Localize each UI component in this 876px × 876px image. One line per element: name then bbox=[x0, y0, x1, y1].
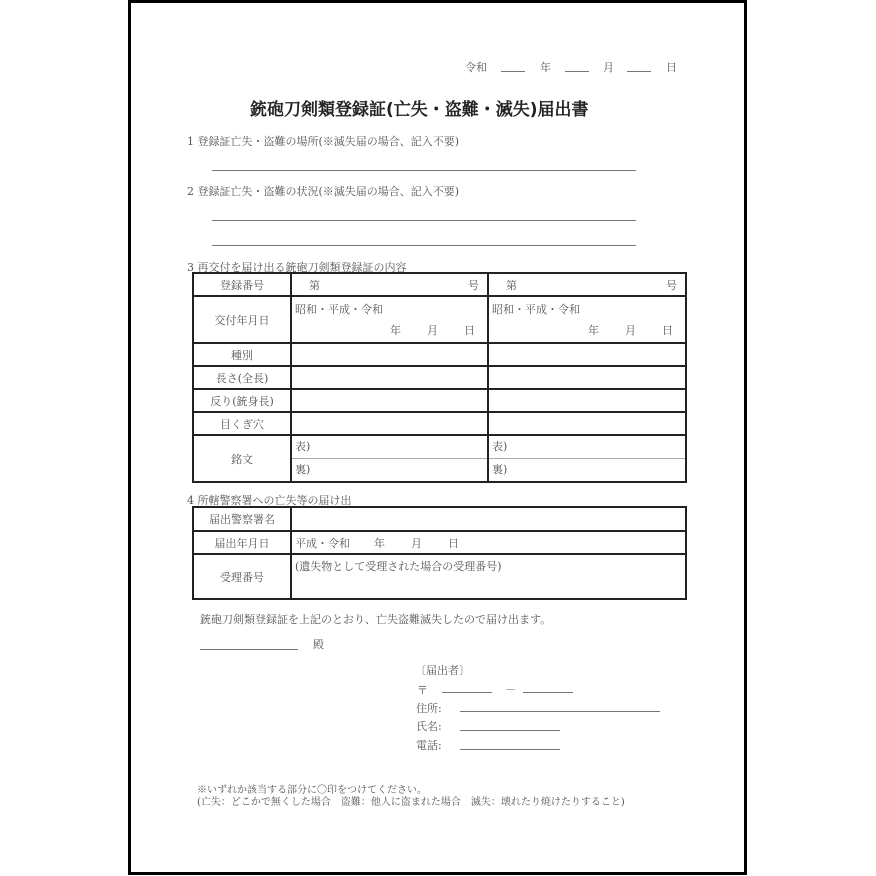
inscription-cell-2[interactable] bbox=[488, 435, 686, 482]
row-mekugi bbox=[193, 412, 686, 435]
reg-suffix: 号 bbox=[666, 278, 677, 292]
phone-label: 電話: bbox=[416, 739, 442, 752]
month-label: 月 bbox=[625, 323, 636, 337]
inscription-back[interactable]: 裏) bbox=[295, 463, 311, 476]
inscription-cell-1[interactable] bbox=[291, 435, 488, 482]
registration-table bbox=[192, 272, 687, 483]
address-field[interactable] bbox=[460, 711, 660, 712]
row-receipt bbox=[193, 554, 686, 599]
reg-prefix: 第 bbox=[506, 278, 517, 292]
month-label: 月 bbox=[411, 536, 422, 550]
inscription-label: 銘文 bbox=[193, 435, 291, 482]
day-label: 日 bbox=[464, 323, 475, 337]
name-label: 氏名: bbox=[416, 720, 442, 733]
station-label: 届出警察署名 bbox=[193, 507, 291, 531]
issue-date-eras: 昭和・平成・令和 bbox=[492, 302, 580, 316]
name-field[interactable] bbox=[460, 730, 560, 731]
postal-code-field-2[interactable] bbox=[523, 692, 573, 693]
day-label: 日 bbox=[662, 323, 673, 337]
addressee-field[interactable] bbox=[200, 649, 298, 650]
curve-cell-1[interactable] bbox=[291, 389, 488, 412]
section1-label: 1 登録証亡失・盗難の場所(※滅失届の場合、記入不要) bbox=[187, 135, 460, 148]
reg-number-label: 登録番号 bbox=[193, 273, 291, 296]
issue-date-label: 交付年月日 bbox=[193, 296, 291, 343]
row-report-date bbox=[193, 531, 686, 554]
note-line-1: ※いずれか該当する部分に〇印をつけてください。 bbox=[197, 785, 427, 796]
length-label: 長さ(全長) bbox=[193, 366, 291, 389]
postal-code-field-1[interactable] bbox=[442, 692, 492, 693]
year-label: 年 bbox=[374, 536, 385, 550]
report-date-label: 届出年月日 bbox=[193, 531, 291, 554]
section4-label: 4 所轄警察署への亡失等の届け出 bbox=[187, 494, 352, 507]
address-label: 住所: bbox=[416, 702, 442, 715]
inscription-back[interactable]: 裏) bbox=[492, 463, 508, 476]
day-label: 日 bbox=[448, 536, 459, 550]
section2-situation-field-2[interactable] bbox=[212, 245, 636, 246]
date-year-field[interactable] bbox=[501, 71, 525, 72]
page-title: 銃砲刀剣類登録証(亡失・盗難・滅失)届出書 bbox=[250, 100, 589, 120]
reg-suffix: 号 bbox=[468, 278, 479, 292]
mekugi-label: 目くぎ穴 bbox=[193, 412, 291, 435]
row-issue-date bbox=[193, 296, 686, 343]
reg-prefix: 第 bbox=[309, 278, 320, 292]
station-cell[interactable] bbox=[291, 507, 686, 531]
inscription-front[interactable]: 表) bbox=[489, 436, 685, 459]
applicant-heading: 〔届出者〕 bbox=[415, 664, 470, 677]
issue-date-cell-2[interactable] bbox=[488, 296, 686, 343]
police-report-table bbox=[192, 506, 687, 600]
row-reg-number bbox=[193, 273, 686, 296]
section2-label: 2 登録証亡失・盗難の状況(※滅失届の場合、記入不要) bbox=[187, 185, 460, 198]
date-month-field[interactable] bbox=[565, 71, 589, 72]
addressee-suffix: 殿 bbox=[313, 638, 324, 651]
section2-situation-field-1[interactable] bbox=[212, 220, 636, 221]
curve-cell-2[interactable] bbox=[488, 389, 686, 412]
phone-field[interactable] bbox=[460, 749, 560, 750]
row-inscription bbox=[193, 435, 686, 482]
row-length bbox=[193, 366, 686, 389]
curve-label: 反り(銃身長) bbox=[193, 389, 291, 412]
declaration-text: 銃砲刀剣類登録証を上記のとおり、亡失盗難滅失したので届け出ます。 bbox=[200, 613, 552, 626]
row-curve bbox=[193, 389, 686, 412]
issue-date-eras: 昭和・平成・令和 bbox=[295, 302, 383, 316]
mekugi-cell-2[interactable] bbox=[488, 412, 686, 435]
mekugi-cell-1[interactable] bbox=[291, 412, 488, 435]
reg-number-cell-1[interactable] bbox=[291, 273, 488, 296]
section1-place-field[interactable] bbox=[212, 170, 636, 171]
receipt-label: 受理番号 bbox=[193, 554, 291, 599]
note-line-2: (亡失：どこかで無くした場合 盗難：他人に盗まれた場合 滅失：壊れたり焼けたりすること) bbox=[197, 797, 625, 808]
row-type bbox=[193, 343, 686, 366]
month-label: 月 bbox=[427, 323, 438, 337]
type-label: 種別 bbox=[193, 343, 291, 366]
issue-date-cell-1[interactable] bbox=[291, 296, 488, 343]
receipt-note: (遺失物として受理された場合の受理番号) bbox=[295, 560, 502, 573]
report-date-eras: 平成・令和 bbox=[295, 536, 350, 550]
report-date-cell[interactable] bbox=[291, 531, 686, 554]
year-label: 年 bbox=[390, 323, 401, 337]
type-cell-2[interactable] bbox=[488, 343, 686, 366]
section3-label: 3 再交付を届け出る銃砲刀剣類登録証の内容 bbox=[187, 261, 407, 274]
row-station bbox=[193, 507, 686, 531]
receipt-cell[interactable] bbox=[291, 554, 686, 599]
length-cell-2[interactable] bbox=[488, 366, 686, 389]
length-cell-1[interactable] bbox=[291, 366, 488, 389]
postal-mark: 〒 bbox=[417, 684, 428, 697]
date-day-label: 日 bbox=[666, 61, 677, 74]
year-label: 年 bbox=[588, 323, 599, 337]
postal-dash: － bbox=[505, 683, 516, 696]
reg-number-cell-2[interactable] bbox=[488, 273, 686, 296]
inscription-front[interactable]: 表) bbox=[292, 436, 487, 459]
type-cell-1[interactable] bbox=[291, 343, 488, 366]
date-era: 令和 bbox=[465, 61, 487, 74]
date-month-label: 月 bbox=[603, 61, 614, 74]
date-day-field[interactable] bbox=[627, 71, 651, 72]
date-year-label: 年 bbox=[540, 61, 551, 74]
